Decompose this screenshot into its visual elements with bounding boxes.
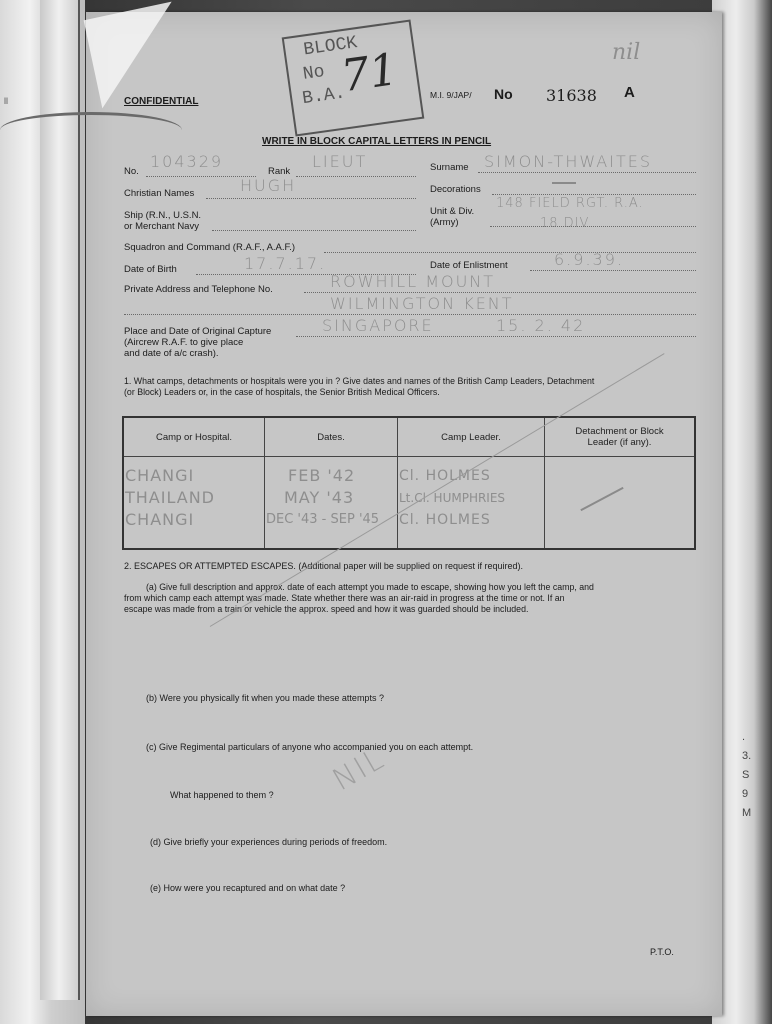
christian-names-label: Christian Names	[124, 188, 195, 199]
edge-char: 9	[742, 788, 749, 800]
squadron-label: Squadron and Command (R.A.F., A.A.F.)	[124, 242, 296, 253]
ship-label-2: or Merchant Navy	[124, 221, 199, 232]
unit-label-2: (Army)	[430, 217, 459, 228]
address-value-1: ROWHILL MOUNT	[330, 272, 496, 291]
capture-label-1: Place and Date of Original Capture	[124, 326, 272, 337]
nil-mark: NIL	[326, 740, 392, 799]
serial-no-label: No	[494, 86, 513, 102]
table-row	[123, 457, 695, 550]
dates-entry: MAY '43	[284, 488, 355, 507]
christian-names-value: HUGH	[240, 176, 297, 195]
underlying-page-text	[742, 728, 762, 823]
edge-char: .	[742, 731, 746, 743]
unit-line	[490, 226, 696, 227]
rank-value: LIEUT	[312, 152, 368, 171]
q2a-text-1: (a) Give full description and approx. date of each attempt you made to escape, showing how you left the camp, and	[146, 582, 594, 592]
address-label: Private Address and Telephone No.	[124, 284, 273, 295]
column-header-camp: Camp or Hospital.	[123, 417, 265, 457]
leader-entry: Cl. HOLMES	[399, 468, 491, 484]
camp-entry: THAILAND	[125, 488, 215, 507]
serial-number: 31638	[546, 86, 597, 105]
ship-line	[212, 230, 416, 231]
address-line-2	[124, 314, 696, 315]
dates-entry: FEB '42	[288, 466, 356, 485]
stamp-line-2: No	[301, 62, 326, 85]
decorations-dash	[552, 182, 576, 184]
q2a-text-3: escape was made from a train or vehicle the approx. speed and how it was guarded should be included.	[124, 604, 529, 614]
capture-label-3: and date of a/c crash).	[124, 348, 219, 359]
camp-entry: CHANGI	[125, 466, 195, 485]
form-instruction: WRITE IN BLOCK CAPITAL LETTERS IN PENCIL	[262, 136, 492, 147]
edge-char: 3.	[742, 750, 752, 762]
q2e-text: (e) How were you recaptured and on what date ?	[150, 883, 346, 893]
enlistment-line	[530, 270, 696, 271]
binder-label: ll	[4, 96, 8, 106]
q2b-text: (b) Were you physically fit when you made these attempts ?	[146, 693, 384, 703]
address-line-1	[304, 292, 696, 293]
capture-place-value: SINGAPORE	[322, 316, 434, 335]
column-header-leader: Camp Leader.	[398, 417, 545, 457]
surname-label: Surname	[430, 162, 469, 173]
address-value-2: WILMINGTON KENT	[330, 294, 514, 313]
capture-line	[296, 336, 696, 337]
q2d-text: (d) Give briefly your experiences during periods of freedom.	[150, 837, 388, 847]
table-header-row	[123, 417, 695, 457]
edge-char: M	[742, 807, 752, 819]
q2c-text: (c) Give Regimental particulars of anyone who accompanied you on each attempt.	[146, 742, 474, 752]
ship-label-1: Ship (R.N., U.S.N.	[124, 210, 202, 221]
block-stamp	[282, 19, 425, 136]
surname-line	[478, 172, 696, 173]
camps-table	[122, 416, 696, 550]
camp-entry: CHANGI	[125, 510, 195, 529]
q2-heading: 2. ESCAPES OR ATTEMPTED ESCAPES. (Additional paper will be supplied on request if required).	[124, 561, 524, 571]
q1-text-1: 1. What camps, detachments or hospitals were you in ? Give dates and names of the British Camp Leaders, Detachment	[124, 376, 595, 386]
pto-label: P.T.O.	[650, 947, 674, 957]
leader-cell	[398, 457, 545, 550]
stamp-line-1: BLOCK	[302, 33, 359, 61]
dates-cell	[265, 457, 398, 550]
form-reference: M.I. 9/JAP/	[430, 90, 472, 100]
confidential-label: CONFIDENTIAL	[124, 96, 199, 107]
rank-line	[296, 176, 416, 177]
no-label: No.	[124, 166, 139, 177]
leader-entry: Lt.Cl. HUMPHRIES	[399, 491, 506, 505]
enlistment-label: Date of Enlistment	[430, 260, 508, 271]
unit-label-1: Unit & Div.	[430, 206, 475, 217]
capture-label-2: (Aircrew R.A.F. to give place	[124, 337, 244, 348]
unit-value-2: 18 DIV.	[540, 216, 593, 231]
capture-date-value: 15. 2. 42	[496, 316, 586, 335]
surname-value: SIMON-THWAITES	[484, 152, 652, 171]
unit-value-1: 148 FIELD RGT. R.A.	[496, 196, 644, 211]
edge-char: S	[742, 769, 750, 781]
camp-cell	[123, 457, 265, 550]
pencil-note: nil	[612, 40, 641, 65]
decorations-line	[492, 194, 696, 195]
no-value: 104329	[150, 152, 224, 171]
stamp-line-3: B.A.	[301, 83, 347, 110]
q1-text-2: (or Block) Leaders or, in the case of hospitals, the Senior British Medical Officers.	[124, 387, 440, 397]
christian-names-line	[206, 198, 416, 199]
folded-corner	[84, 2, 191, 109]
binding-string	[0, 112, 182, 145]
column-header-dates: Dates.	[265, 417, 398, 457]
dates-entry: DEC '43 - SEP '45	[266, 512, 380, 527]
squadron-line	[324, 252, 696, 253]
binder-spine	[40, 0, 80, 1000]
dob-value: 17.7.17.	[244, 254, 327, 273]
leader-entry: Cl. HOLMES	[399, 512, 491, 528]
block-leader-cell	[545, 457, 696, 550]
binder-left	[0, 0, 85, 1024]
enlistment-value: 6.9.39.	[554, 250, 624, 269]
q2a-text-2: from which camp each attempt was made. State whether there was an air-raid in progress at the time or not. If an	[124, 593, 565, 603]
stamp-number: 71	[338, 44, 401, 103]
decorations-label: Decorations	[430, 184, 481, 195]
q2c-followup-text: What happened to them ?	[170, 790, 274, 800]
column-header-block-leader: Detachment or Block Leader (if any).	[545, 417, 696, 457]
dob-label: Date of Birth	[124, 264, 177, 275]
series-letter: A	[624, 84, 635, 101]
rank-label: Rank	[268, 166, 291, 177]
